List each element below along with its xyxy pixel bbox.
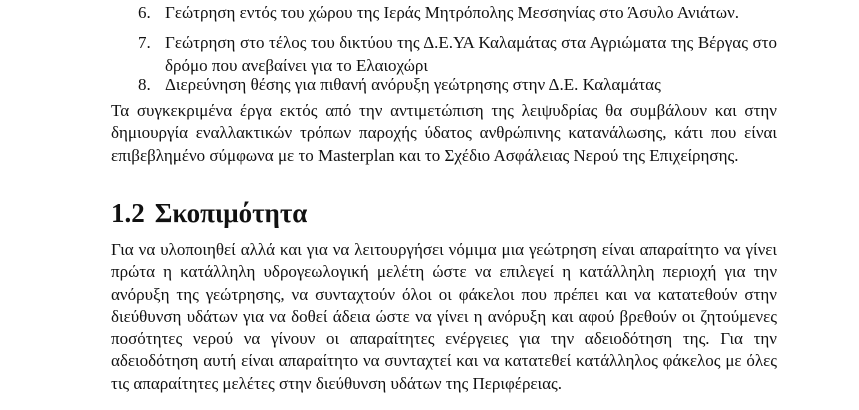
list-item-7 xyxy=(138,32,778,77)
section-title: Σκοπιμότητα xyxy=(154,198,308,228)
list-item-number: 6. xyxy=(138,3,151,22)
list-item-number: 8. xyxy=(138,75,151,94)
body-paragraph: Για να υλοποιηθεί αλλά και για να λειτουργήσει νόμιμα μια γεώτρηση είναι απαραίτητο να γίνει πρώτα η κατάλληλη υδρογεωλογική μελέτη ώστε να επιλεγεί η κατάλληλη περιοχή για την ανόρυξη της γεώτρησης, να συνταχτούν όλοι οι φάκελοι που πρέπει και να κατατεθούν στην διεύθυνση υδάτων για να δοθεί άδεια ώστε να γίνει η ανόρυξη και αφού βρεθούν οι ζητούμενες ποσότητες νερού να γίνουν οι απαραίτητες ενέργειες για την αδειοδότηση της. Για την αδειοδότηση αυτή είναι απαραίτητο να συνταχτεί και να κατατεθεί κατάλληλος φάκελος με όλες τις απαραίτητες μελέτες στην διεύθυνση υδάτων της Περιφέρειας. xyxy=(111,240,777,393)
list-item-text: Γεώτρηση στο τέλος του δικτύου της Δ.Ε.ΥΑ Καλαμάτας στα Αγριώματα της Βέργας στο δρόμο που ανεβαίνει για το Ελαιοχώρι xyxy=(165,33,777,75)
list-item-text: Γεώτρηση εντός του χώρου της Ιεράς Μητρόπολης Μεσσηνίας στο Άσυλο Ανιάτων. xyxy=(165,3,740,22)
section-heading xyxy=(111,196,307,230)
list-item-number: 7. xyxy=(138,33,151,52)
intro-paragraph: Τα συγκεκριμένα έργα εκτός από την αντιμετώπιση της λειψυδρίας θα συμβάλουν και στην δημιουργία εναλλακτικών τρόπων παροχής ύδατος ανθρώπινης κατανάλωσης, κάτι που είναι επιβεβλημένο σύμφωνα με το Masterplan και το Σχέδιο Ασφάλειας Νερού της Επιχείρησης. xyxy=(111,101,777,165)
list-item-8 xyxy=(138,74,778,97)
section-number: 1.2 xyxy=(111,198,145,228)
list-item-6 xyxy=(138,2,778,25)
list-item-text: Διερεύνηση θέσης για πιθανή ανόρυξη γεώτρησης στην Δ.Ε. Καλαμάτας xyxy=(165,75,661,94)
